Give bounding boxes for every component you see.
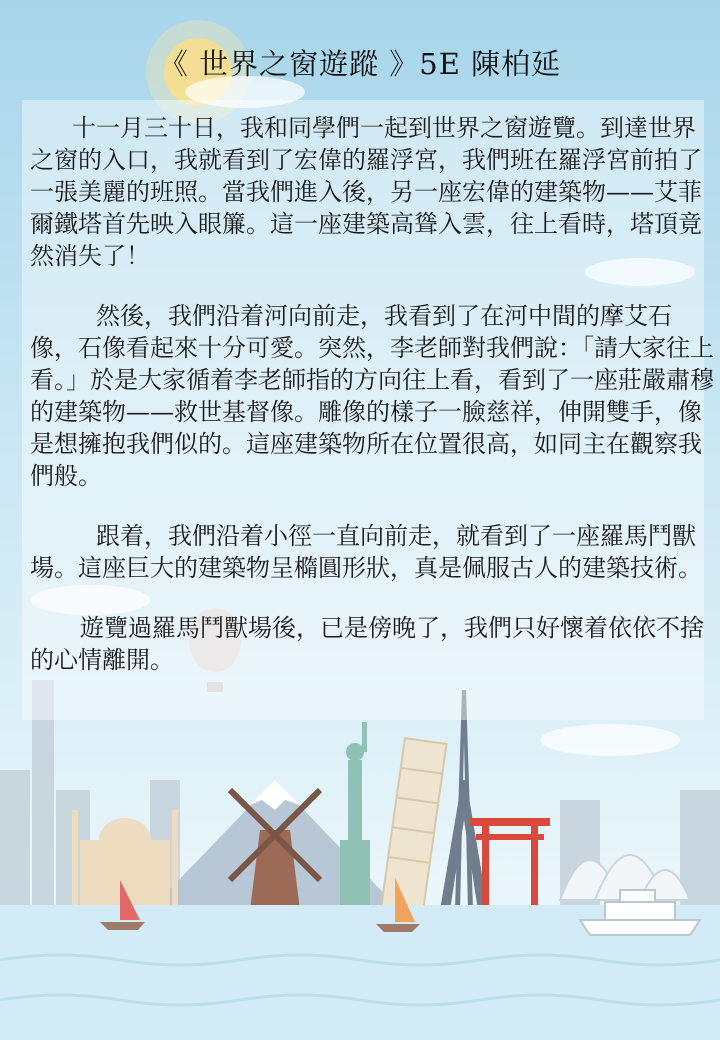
eiffel-tower-icon xyxy=(440,690,488,910)
paragraph: 然後，我們沿着河向前走，我看到了在河中間的摩艾石像，石像看起來十分可愛。突然，李老師對我們說：「請大家往上看。」於是大家循着李老師指的方向往上看，看到了一座莊嚴肅穆的建築物——救世基督像。雕像的樣子一臉慈祥，伸開雙手，像是想擁抱我們似的。這座建築物所在位置很高，如同主在觀察我們般。 xyxy=(30,302,714,490)
leaning-tower-icon xyxy=(381,738,446,912)
paragraph: 十一月三十日，我和同學們一起到世界之窗遊覽。到達世界之窗的入口，我就看到了宏偉的羅浮宮，我們班在羅浮宮前拍了一張美麗的班照。當我們進入後，另一座宏偉的建築物——艾菲爾鐵塔首先映入眼簾。這一座建築高聳入雲，往上看時，塔頂竟然消失了！ xyxy=(30,114,702,270)
statue-of-liberty-icon xyxy=(340,722,370,910)
torii-gate-icon xyxy=(470,818,550,910)
document-title: 《 世界之窗遊蹤 》5E 陳柏延 xyxy=(158,47,562,81)
paragraph: 跟着，我們沿着小徑一直向前走，就看到了一座羅馬鬥獸場。這座巨大的建築物呈橢圓形狀，真是佩服古人的建築技術。 xyxy=(30,522,702,582)
paragraph: 遊覽過羅馬鬥獸場後，已是傍晚了，我們只好懷着依依不捨的心情離開。 xyxy=(30,614,704,674)
document-body xyxy=(30,112,714,704)
